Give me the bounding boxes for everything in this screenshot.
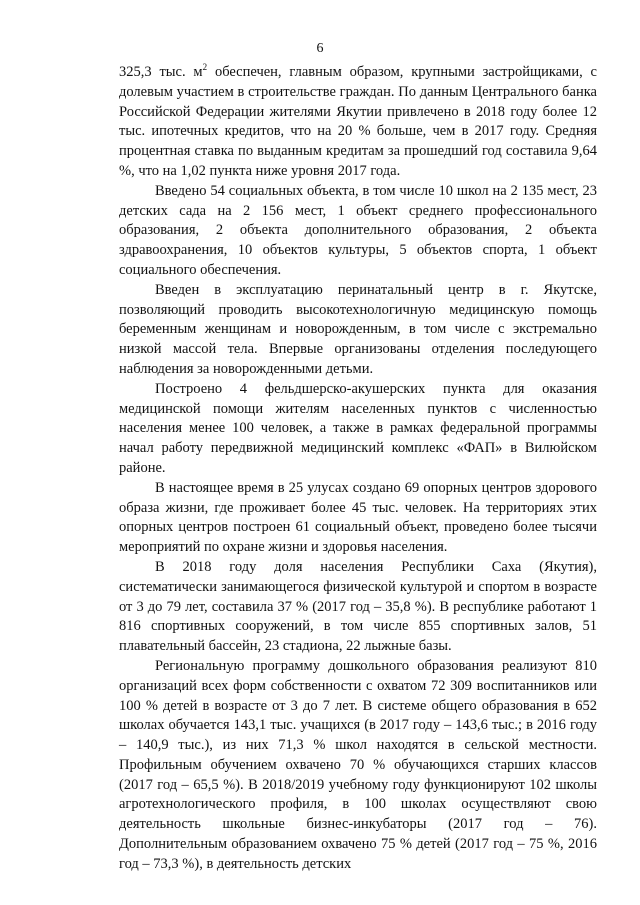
paragraph-sports: В 2018 году доля населения Республики Саха (Якутия), систематически занимающегося физической культурой и спортом в возрасте от 3 до 79 лет, составила 37 % (2017 год – 35,8 %). В республике работают 1 816 спортивных сооружений, в том числе 855 спортивных залов, 51 плавательный бассейн, 23 стадиона, 22 лыжные базы. <box>119 558 597 655</box>
paragraph-perinatal-center: Введен в эксплуатацию перинатальный центр в г. Якутске, позволяющий проводить высокотехнологичную медицинскую помощь беременным женщинам и новорожденным, в том числе с экстремально низкой массой тела. Впервые организованы отделения последующего наблюдения за новорожденными детьми. <box>119 281 597 377</box>
paragraph-housing-mortgage <box>119 63 597 182</box>
body-text <box>119 63 597 875</box>
paragraph-healthy-lifestyle-centers: В настоящее время в 25 улусах создано 69 опорных центров здорового образа жизни, где проживает более 45 тыс. человек. На территориях этих опорных центров построен 61 социальный объект, проведено более тысячи мероприятий по охране жизни и здоровья населения. <box>119 479 597 556</box>
paragraph-medical-points: Построено 4 фельдшерско-акушерских пункта для оказания медицинской помощи жителям населенных пунктов с численностью населения менее 100 человек, а также в рамках федеральной программы начал работу передвижной медицинский комплекс «ФАП» в Вилюйском районе. <box>119 380 597 476</box>
paragraph-text-pre: 325,3 тыс. м <box>119 64 203 80</box>
superscript-squared: 2 <box>202 62 208 73</box>
paragraph-text-post: обеспечен, главным образом, крупными застройщиками, с долевым участием в строительстве граждан. По данным Центрального банка Российской Федерации жителями Якутии привлечено в 2018 году более 12 тыс. ипотечных кредитов, что на 20 % больше, чем в 2017 году. Средняя процентная ставка по выданным кредитам за прошедший год составила 9,64 %, что на 1,02 пункта ниже уровня 2017 года. <box>119 64 597 179</box>
page-number: 6 <box>316 41 324 56</box>
paragraph-social-objects: Введено 54 социальных объекта, в том числе 10 школ на 2 135 мест, 23 детских сада на 2 156 мест, 1 объект среднего профессионального образования, 2 объекта дополнительного образования, 2 объекта здравоохранения, 10 объектов культуры, 5 объектов спорта, 1 объект социального обеспечения. <box>119 182 597 278</box>
paragraph-education: Региональную программу дошкольного образования реализуют 810 организаций всех форм собственности с охватом 72 309 воспитанников или 100 % детей в возрасте от 3 до 7 лет. В системе общего образования в 652 школах обучается 143,1 тыс. учащихся (в 2017 году – 143,6 тыс.; в 2016 году – 140,9 тыс.), из них 71,3 % школ находятся в сельской местности. Профильным обучением охвачено 70 % обучающихся старших классов (2017 год – 65,5 %). В 2018/2019 учебному году функционируют 102 школы агротехнологического профиля, в 100 школах осуществляют свою деятельность школьные бизнес-инкубаторы (2017 год – 76). Дополнительным образованием охвачено 75 % детей (2017 год – 75 %, 2016 год – 73,3 %), в деятельность детских <box>119 657 597 872</box>
